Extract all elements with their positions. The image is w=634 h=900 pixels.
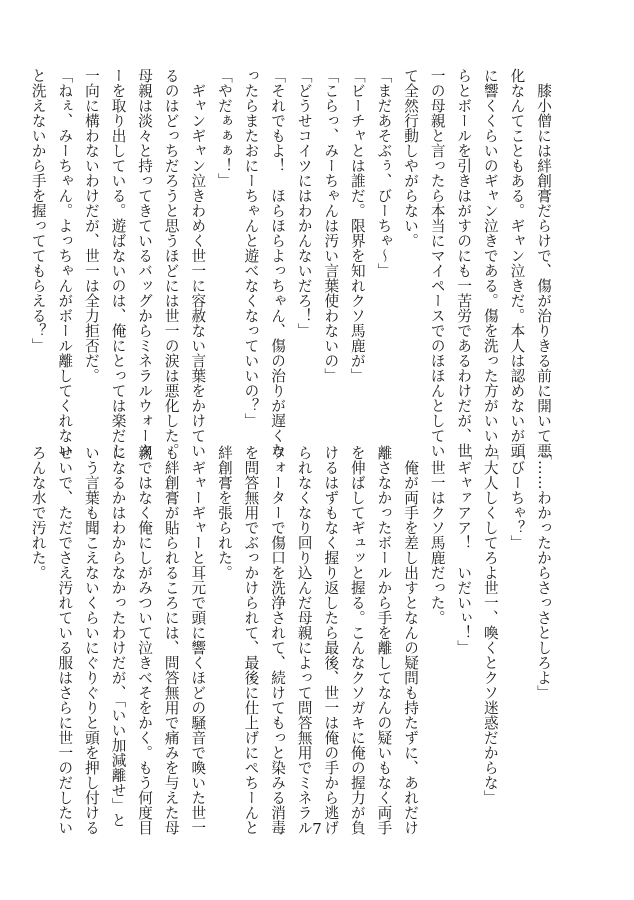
text-line: られなくなり回り込んだ母親によって問答無用でミネラル (295, 445, 313, 835)
text-line: 「それでもよ！ ほらほらよっちゃん、傷の治りが遅くな (269, 68, 287, 458)
text-line: 「……わかったからさっさとしろよ」 (535, 445, 552, 700)
text-line: ギャーギャーと耳元で頭に響くほどの騒音で喚いた世一 (189, 445, 207, 835)
text-line: 母親は淡々と持ってきているバッグからミネラルウォータ (136, 68, 154, 458)
text-line: 俺が両手を差し出すとなんの疑問も持たずに、あれだけ (402, 445, 420, 835)
text-line: るのはどっちだろうと思うほどには世一の涙は悪化した。 (162, 68, 180, 458)
page-number: 7 (312, 820, 322, 838)
text-line: 「まだあそぶぅ、びーちゃ～」 (375, 68, 393, 278)
text-line: 「ねぇ、みーちゃん。よっちゃんがボール離してくれない (56, 68, 74, 458)
text-line: けるはずもなく握り返したら最後、世一は俺の手から逃げ (322, 445, 340, 835)
text-line: を問答無用でぶっかけられて、最後に仕上げにぺちーんと (242, 445, 260, 835)
text-line: 「やだぁぁぁ！」 (215, 68, 233, 188)
text-line: 世一はクソ馬鹿だった。 (428, 445, 446, 625)
text-line: ーを取り出している。遊ばないのは、俺にとっては楽だし (109, 68, 127, 458)
text-line: て全然行動しやがらない。 (402, 68, 420, 248)
text-line: 一向に構わないわけだが、世一は全力拒否だ。 (82, 68, 100, 383)
text-line: 離さなかったボールから手を離してなんの疑いもなく両手 (375, 445, 393, 835)
text-line: も絆創膏が貼られるころには、問答無用で痛みを与えた母 (162, 445, 180, 835)
text-line: と洗えないから手を握っててもらえる？」 (29, 68, 47, 353)
text-line: 「どうせコイツにはわかんないだろ！」 (295, 68, 313, 338)
text-column-block-upper (29, 68, 556, 458)
text-line: 「びーちゃ？」 (508, 445, 526, 550)
text-line: 「こらっ、みーちゃんは汚い言葉使わないの」 (322, 68, 340, 383)
text-line: いう言葉も聞こえないくらいにぐりぐりと頭を押し付ける (82, 445, 100, 835)
text-line: ギャンギャン泣きわめく世一に容赦ない言葉をかけてい (189, 68, 207, 458)
text-line: ろんな水で汚れた。 (29, 445, 47, 580)
text-line: らとボールを引きはがすのにも一苦労であるわけだが、世 (455, 68, 473, 458)
text-line: 親ではなく俺にしがみついて泣きべそをかく。もう何度目 (136, 445, 154, 835)
text-line: に響くくらいのギャン泣きである。傷を洗った方がいいか (481, 68, 499, 458)
text-line: 「ビーチャとは誰だ。限界を知れクソ馬鹿が」 (348, 68, 366, 383)
text-line: になるかはわからなかったわけだが、「いい加減離せ」と (109, 445, 127, 828)
text-column-block-lower (29, 445, 556, 835)
text-line: を伸ばしてギュッと握る。こんなクソガキに俺の握力が負 (348, 445, 366, 835)
text-line: 化なんてこともある。ギャン泣きだ。本人は認めないが頭 (508, 68, 526, 458)
text-line: 「ギャァアア！ いだいぃ！」 (455, 445, 473, 655)
text-line: 一の母親と言ったら本当にマイペースでのほほんとしてい (428, 68, 446, 458)
text-line: せいで、ただでさえ汚れている服はさらに世一のだしたい (56, 445, 74, 835)
text-line: 絆創膏を張られた。 (215, 445, 233, 580)
text-line: ったらまたおにーちゃんと遊べなくなっていいの？」 (242, 68, 260, 428)
text-line: 膝小僧には絆創膏だらけで、傷が治りきる前に開いて悪 (535, 68, 552, 458)
text-line: ウォーターで傷口を洗浄されて、続けてもっと染みる消毒 (269, 445, 287, 835)
text-line: 「大人しくしてろよ世一、喚くとクソ迷惑だからな」 (481, 445, 499, 805)
